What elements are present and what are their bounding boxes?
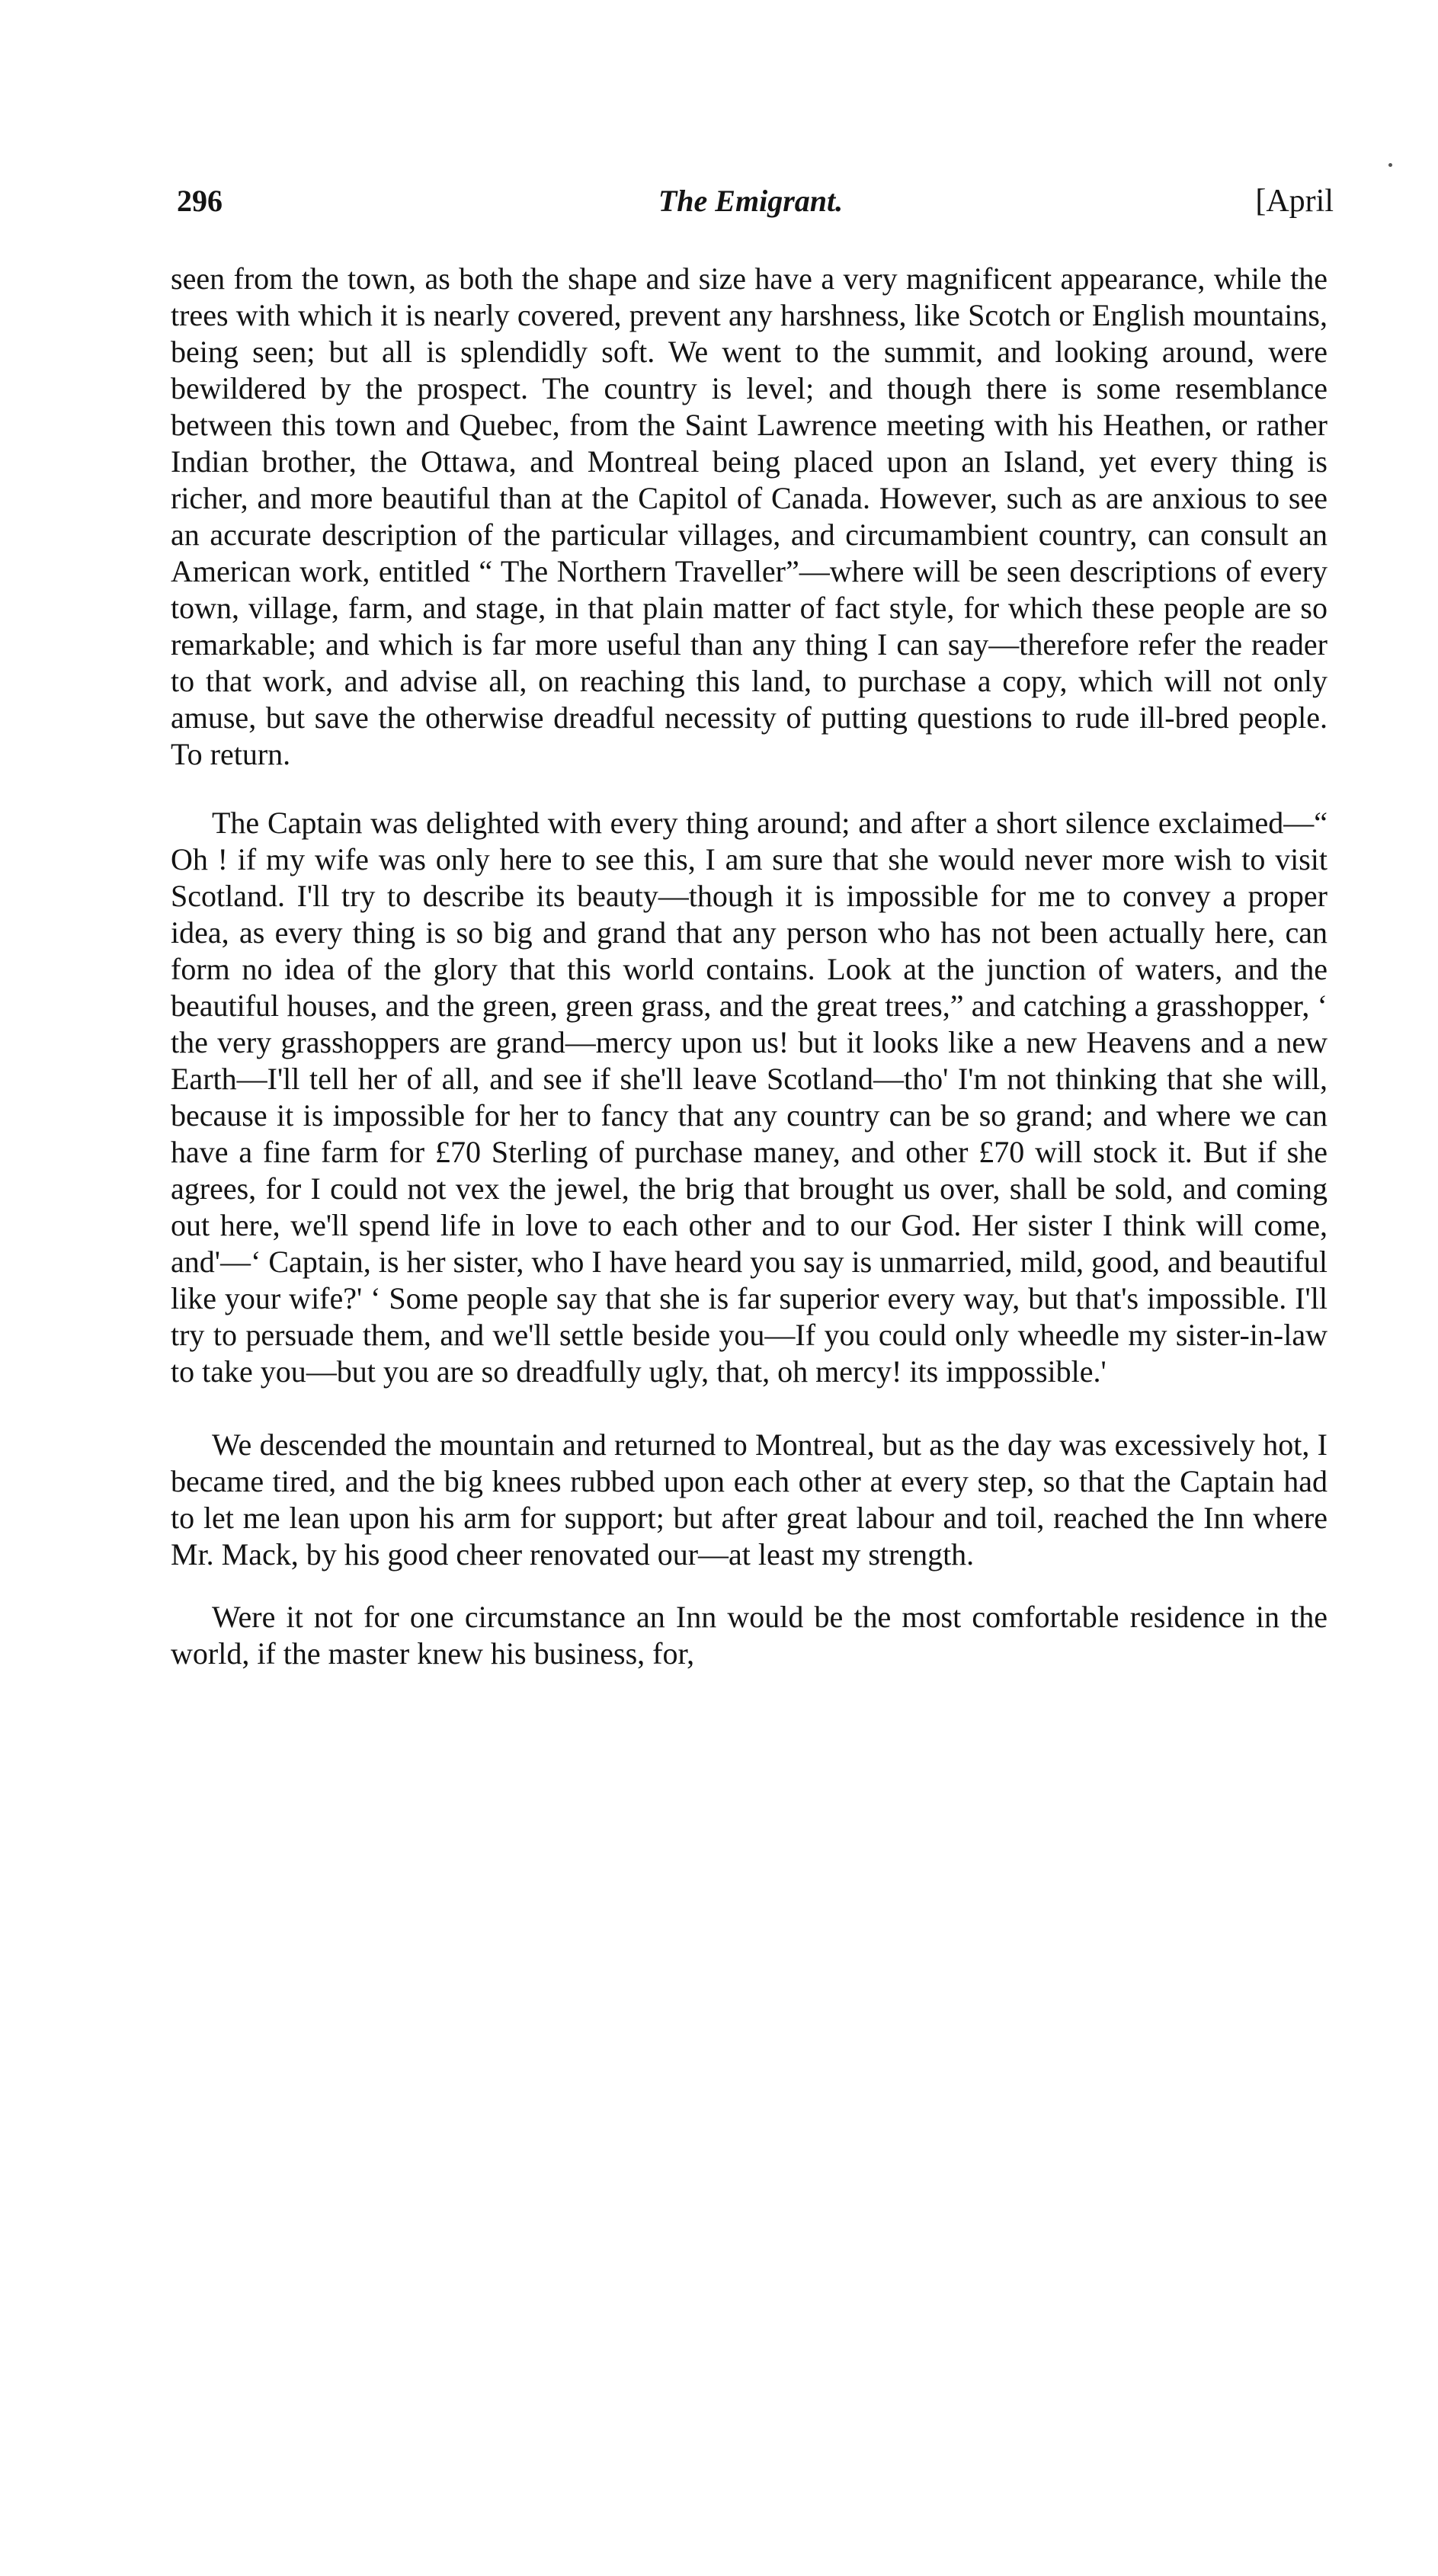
paragraph-3: We descended the mountain and returned to Montreal, but as the day was excessively hot, I became tired, and the big knees rubbed upon each other at every step, so that the Captain had to let me lean upon his arm for support; but after great labour and toil, reached the Inn where Mr. Mack, by his good cheer renovated our—at least my strength. (171, 1427, 1328, 1572)
page-number: 296 (177, 184, 223, 218)
running-month: [April (1255, 184, 1334, 219)
page-header (168, 183, 1334, 229)
ink-speck (1388, 163, 1392, 167)
paragraph-2: The Captain was delighted with every thing around; and after a short silence exclaimed—“ Oh ! if my wife was only here to see this, I am sure that she would never more wish to visit Scotland. I'll try to describe its beauty—though it is impossible for me to convey a proper idea, as every thing is so big and grand that any person who has not been actually here, can form no idea of the glory that this world contains. Look at the junction of waters, and the beautiful houses, and the green, green grass, and the great trees,” and catching a grasshopper, ‘ the very grasshoppers are grand—mercy upon us! but it looks like a new Heavens and a new Earth—I'll tell her of all, and see if she'll leave Scotland—tho' I'm not thinking that she will, because it is impossible for her to fancy that any country can be so grand; and where we can have a fine farm for £70 Sterling of purchase maney, and other £70 will stock it. But if she agrees, for I could not vex the jewel, the brig that brought us over, shall be sold, and coming out here, we'll spend life in love to each other and to our God. Her sister I think will come, and'—‘ Captain, is her sister, who I have heard you say is unmarried, mild, good, and beautiful like your wife?' ‘ Some people say that she is far superior every way, but that's impossible. I'll try to persuade them, and we'll settle beside you—If you could only wheedle my sister-in-law to take you—but you are so dreadfully ugly, that, oh mercy! its imppossible.' (171, 806, 1328, 1389)
body-text (171, 261, 1328, 1672)
running-title: The Emigrant. (658, 184, 844, 218)
paragraph-1: seen from the town, as both the shape and size have a very magnificent appearance, while the trees with which it is nearly covered, prevent any harshness, like Scotch or English mountains, being seen; but all is splendidly soft. We went to the summit, and looking around, were bewildered by the prospect. The country is level; and though there is some resemblance between this town and Quebec, from the Saint Lawrence meeting with his Heathen, or rather Indian brother, the Ottawa, and Montreal being placed upon an Island, yet every thing is richer, and more beautiful than at the Capitol of Canada. However, such as are anxious to see an accurate description of the particular villages, and circumambient country, can consult an American work, entitled “ The Northern Traveller”—where will be seen descriptions of every town, village, farm, and stage, in that plain matter of fact style, for which these people are so remarkable; and which is far more useful than any thing I can say—therefore refer the reader to that work, and advise all, on reaching this land, to purchase a copy, which will not only amuse, but save the otherwise dreadful necessity of putting questions to rude ill-bred people. To return. (171, 261, 1328, 771)
paragraph-4: Were it not for one circumstance an Inn would be the most comfortable residence in the world, if the master knew his business, for, (171, 1600, 1328, 1671)
